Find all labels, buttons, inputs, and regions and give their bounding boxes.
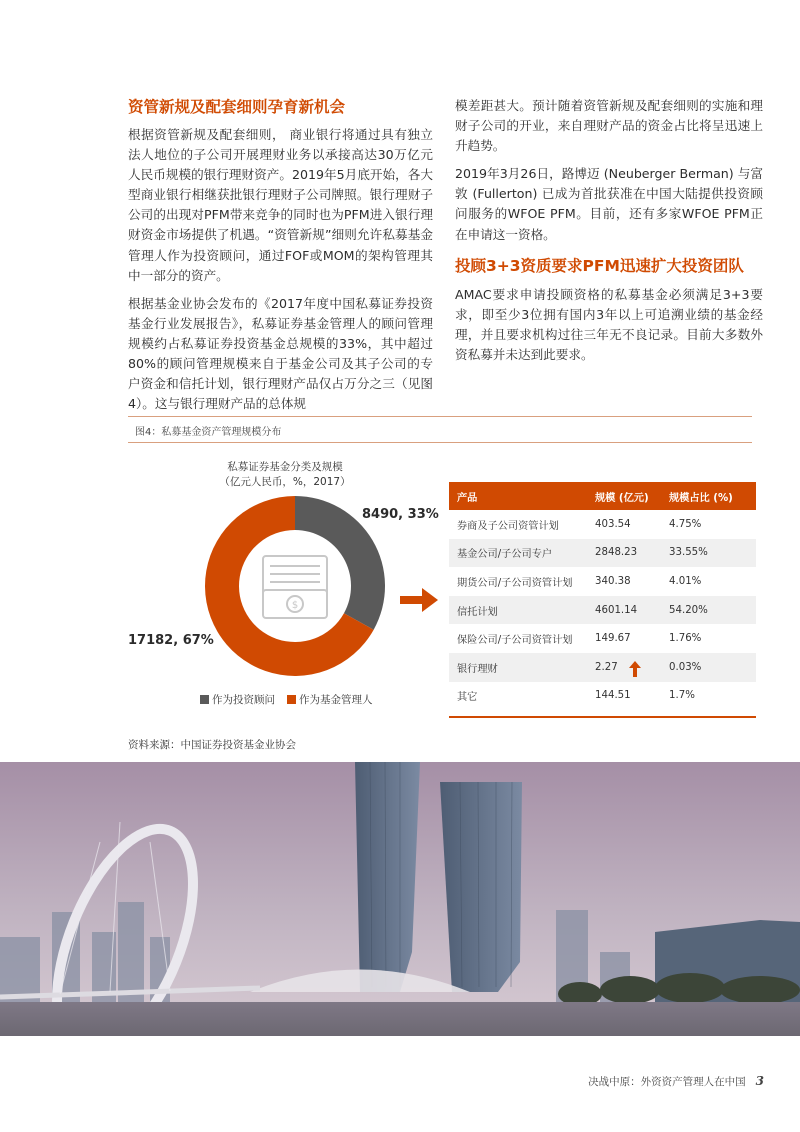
table-row: 期货公司/子公司资管计划 340.38 4.01% <box>457 575 702 589</box>
svg-text:$: $ <box>291 600 299 611</box>
legend-swatch-manager <box>287 695 296 704</box>
donut-legend <box>200 692 373 707</box>
paragraph: 根据基金业协会发布的《2017年度中国私募证券投资基金行业发展报告》，私募证券基金管理人的顾问管理规模约占私募证券投资基金总规模的33%，其中超过80%的顾问管理规模来自于基金公司及其子公司的专户资金和信托计划，银行理财产品仅占万分之三（见图4）。这与银行理财产品的总体规 <box>128 295 433 412</box>
section-heading-asset-rules: 资管新规及配套细则孕育新机会 <box>128 98 346 116</box>
header-scale: 规模 (亿元) <box>595 492 649 504</box>
legend-item-advisor: 作为投资顾问 <box>200 692 275 707</box>
figure-rule-top <box>128 416 752 417</box>
table-header <box>449 482 756 510</box>
right-arrow-icon <box>400 588 438 612</box>
footer-title: 决战中原：外资资产管理人在中国 <box>588 1076 746 1088</box>
paragraph: 模差距甚大。预计随着资管新规及配套细则的实施和理财子公司的开业，来自理财产品的资金占比将呈迅速上升趋势。 <box>455 98 763 154</box>
table-bottom-rule <box>449 716 756 718</box>
scale-table <box>449 482 756 718</box>
header-product: 产品 <box>457 492 478 504</box>
table-row-bank-wealth: 银行理财 2.27 0.03% <box>449 653 756 682</box>
up-arrow-icon <box>629 661 641 677</box>
page-footer <box>588 1074 764 1089</box>
figure-source: 资料来源：中国证券投资基金业协会 <box>128 739 296 751</box>
city-skyline-photo <box>0 762 800 1036</box>
donut-label-manager: 17182, 67% <box>128 633 214 648</box>
paragraph: 根据资管新规及配套细则， 商业银行将通过具有独立法人地位的子公司开展理财业务以承接高达30万亿元人民币规模的银行理财资产。2019年5月底开始，各大型商业银行相继获批银行理财子公司牌照。银行理财子公司的出现对PFM带来竞争的同时也为PFM进入银行理财资金市场提供了机遇。“资管新规”细则允许私募基金管理人作为投资顾问，通过FOF或MOM的架构管理其中一部分的资产。 <box>128 127 433 283</box>
figure-label: 图4：私募基金资产管理规模分布 <box>135 427 282 438</box>
donut-title-sub: （亿元人民币，%，2017） <box>219 476 351 488</box>
table-row: 基金公司/子公司专户 2848.23 33.55% <box>449 539 756 568</box>
left-column <box>128 96 433 422</box>
donut-label-advisor: 8490, 33% <box>362 507 439 522</box>
header-share: 规模占比 (%) <box>669 492 733 504</box>
right-column <box>455 96 763 373</box>
legend-item-manager: 作为基金管理人 <box>287 692 373 707</box>
table-row: 信托计划 4601.14 54.20% <box>449 596 756 625</box>
table-row: 保险公司/子公司资管计划 149.67 1.76% <box>457 633 702 647</box>
page-number: 3 <box>755 1074 764 1088</box>
legend-swatch-advisor <box>200 695 209 704</box>
table-row: 其它 144.51 1.7% <box>457 690 695 704</box>
figure-rule-bottom <box>128 442 752 443</box>
donut-title-main: 私募证券基金分类及规模 <box>227 461 343 473</box>
table-row: 券商及子公司资管计划 403.54 4.75% <box>457 518 702 532</box>
section-heading-3plus3: 投顾3+3资质要求PFM迅速扩大投资团队 <box>455 256 744 275</box>
money-icon <box>263 556 327 618</box>
paragraph: 2019年3月26日，路博迈 (Neuberger Berman) 与富敦 (Fullerton) 已成为首批获准在中国大陆提供投资顾问服务的WFOE PFM。目前，还有多家WFOE PFM正在申请这一资格。 <box>455 166 763 242</box>
paragraph: AMAC要求申请投顾资格的私募基金必须满足3+3要求，即至少3位拥有国内3年以上可追溯业绩的基金经理，并且要求机构过往三年无不良记录。目前大多数外资私募并未达到此要求。 <box>455 286 763 362</box>
